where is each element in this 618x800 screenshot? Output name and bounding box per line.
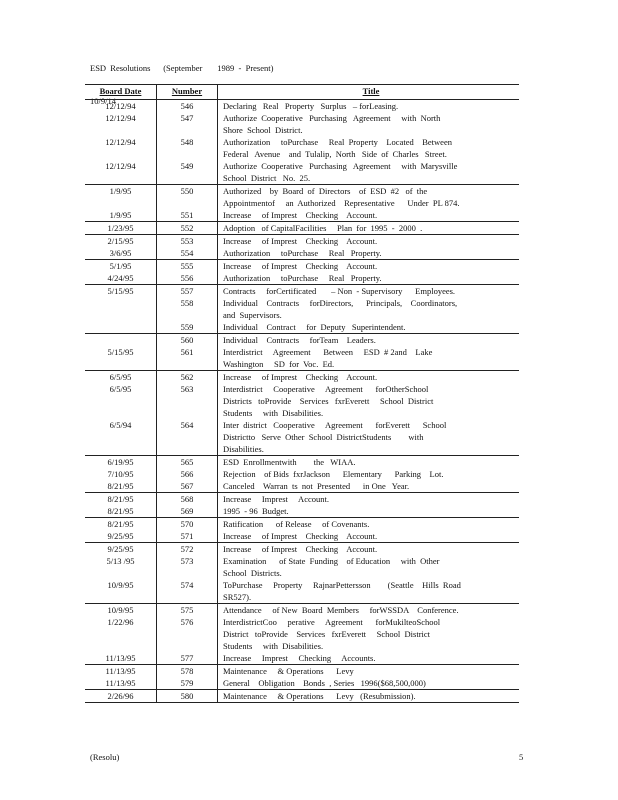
resolution-title-cell: ESD Enrollmentwith the WIAA. — [218, 456, 520, 469]
resolution-number-cell: 568 — [157, 493, 218, 506]
board-date-cell: 6/5/94 — [85, 419, 157, 456]
resolution-number-cell: 566 — [157, 468, 218, 480]
resolution-number-cell: 555 — [157, 260, 218, 273]
table-row — [85, 112, 519, 136]
board-date-cell: 11/13/95 — [85, 652, 157, 665]
table-row — [85, 272, 519, 285]
resolution-number-cell: 572 — [157, 543, 218, 556]
resolution-title-cell: Individual Contracts forTeam Leaders. — [218, 334, 520, 347]
table-body — [85, 100, 519, 703]
table-row — [85, 579, 519, 604]
resolution-title-cell: Inter district Cooperative Agreement forEverett School Districtto Serve Other School DistrictStudents with Disabilities. — [223, 420, 447, 454]
resolution-title-cell: Individual Contract for Deputy Superintendent. — [223, 322, 406, 332]
board-date-cell — [85, 297, 157, 321]
resolution-title-cell: Authorize Cooperative Purchasing Agreement with Marysville School District No. 25. — [223, 161, 458, 183]
footer-label: (Resolu) — [90, 752, 120, 762]
board-date-cell: 11/13/95 — [85, 665, 157, 678]
header-date: 10/9/14 — [90, 96, 116, 106]
board-date-cell — [85, 321, 157, 334]
resolution-title-cell: Individual Contracts forDirectors, Principals, Coordinators, and Supervisors. — [223, 298, 458, 320]
table-row — [85, 334, 519, 347]
resolution-number-cell: 546 — [157, 100, 218, 113]
board-date-cell: 5/1/95 — [85, 260, 157, 273]
table-row — [85, 505, 519, 518]
resolution-title-cell: Attendance of New Board Members forWSSDA Conference. — [218, 604, 520, 617]
resolution-number-cell: 579 — [157, 677, 218, 690]
board-date-cell: 5/15/95 — [85, 285, 157, 298]
resolution-title-cell: Interdistrict Cooperative Agreement forOtherSchool Districts toProvide Services fxrEverett School District Students with Disabilities. — [223, 384, 434, 418]
resolution-number-cell: 556 — [157, 272, 218, 285]
resolution-title-cell: Authorization toPurchase Real Property. — [223, 273, 382, 283]
table-row — [85, 555, 519, 579]
column-header-title: Title — [218, 85, 520, 100]
resolutions-table — [85, 84, 519, 703]
table-row — [85, 677, 519, 690]
column-header-board-date: Board Date — [85, 85, 157, 100]
table-row — [85, 260, 519, 273]
resolution-number-cell: 563 — [157, 383, 218, 419]
resolution-title-cell: Increase of Imprest Checking Account. — [223, 210, 378, 220]
board-date-cell: 9/25/95 — [85, 530, 157, 543]
resolution-number-cell: 571 — [157, 530, 218, 543]
board-date-cell: 11/13/95 — [85, 677, 157, 690]
resolution-title-cell: Canceled Warran ts not Presented in One Year. — [223, 481, 410, 491]
resolution-title-cell: Interdistrict Agreement Between ESD # 2and Lake Washington SD for Voc. Ed. — [223, 347, 433, 369]
resolution-title-cell: 1995 - 96 Budget. — [223, 506, 289, 516]
table-row — [85, 346, 519, 371]
table-row — [85, 285, 519, 298]
resolution-number-cell: 574 — [157, 579, 218, 604]
resolution-title-cell: Rejection of Bids fxrJackson Elementary Parking Lot. — [223, 469, 444, 479]
board-date-cell: 6/19/95 — [85, 456, 157, 469]
table-row — [85, 616, 519, 652]
resolution-number-cell: 560 — [157, 334, 218, 347]
resolution-title-cell: Contracts forCertificated – Non - Supervisory Employees. — [218, 285, 520, 298]
resolution-title-cell: Increase Imprest Account. — [218, 493, 520, 506]
resolution-number-cell: 552 — [157, 222, 218, 235]
resolution-number-cell: 562 — [157, 371, 218, 384]
resolution-title-cell: Increase of Imprest Checking Account. — [218, 235, 520, 248]
resolution-number-cell: 580 — [157, 690, 218, 703]
resolution-title-cell: Authorization toPurchase Real Property Located Between Federal Avenue and Tulalip, North Side of Charles Street. — [223, 137, 452, 159]
table-row — [85, 419, 519, 456]
board-date-cell: 7/10/95 — [85, 468, 157, 480]
resolution-number-cell: 551 — [157, 209, 218, 222]
resolution-number-cell: 575 — [157, 604, 218, 617]
resolution-number-cell: 576 — [157, 616, 218, 652]
resolution-number-cell: 573 — [157, 555, 218, 579]
resolution-number-cell: 557 — [157, 285, 218, 298]
board-date-cell: 1/23/95 — [85, 222, 157, 235]
board-date-cell: 5/13 /95 — [85, 555, 157, 579]
table-row — [85, 543, 519, 556]
resolution-title-cell: InterdistrictCoo perative Agreement forMukilteoSchool District toProvide Services fxrEverett School District Students with Disabilities. — [223, 617, 441, 651]
resolution-title-cell: Maintenance & Operations Levy — [218, 665, 520, 678]
table-row — [85, 100, 519, 113]
resolution-number-cell: 567 — [157, 480, 218, 493]
table-row — [85, 652, 519, 665]
resolution-title-cell: Maintenance & Operations Levy (Resubmission). — [218, 690, 520, 703]
board-date-cell: 9/25/95 — [85, 543, 157, 556]
table-row — [85, 690, 519, 703]
board-date-cell: 8/21/95 — [85, 480, 157, 493]
resolution-number-cell: 570 — [157, 518, 218, 531]
resolution-title-cell: ToPurchase Property RajnarPettersson (Seattle Hills Road SR527). — [223, 580, 461, 602]
resolution-number-cell: 550 — [157, 185, 218, 210]
table-row — [85, 518, 519, 531]
resolution-number-cell: 554 — [157, 247, 218, 260]
board-date-cell: 10/9/95 — [85, 604, 157, 617]
table-row — [85, 468, 519, 480]
resolution-number-cell: 549 — [157, 160, 218, 185]
board-date-cell: 6/5/95 — [85, 383, 157, 419]
table-row — [85, 383, 519, 419]
board-date-cell: 2/15/95 — [85, 235, 157, 248]
board-date-cell: 10/9/95 — [85, 579, 157, 604]
board-date-cell: 12/12/94 — [85, 160, 157, 185]
board-date-cell: 12/12/94 — [85, 136, 157, 160]
board-date-cell: 8/21/95 — [85, 493, 157, 506]
board-date-cell: 5/15/95 — [85, 346, 157, 371]
header-title: ESD Resolutions (September 1989 - Present) — [90, 63, 274, 73]
board-date-cell: 2/26/96 — [85, 690, 157, 703]
board-date-cell: 4/24/95 — [85, 272, 157, 285]
board-date-cell: 12/12/94 — [85, 100, 157, 113]
table-row — [85, 247, 519, 260]
table-row — [85, 297, 519, 321]
table-row — [85, 456, 519, 469]
resolution-number-cell: 558 — [157, 297, 218, 321]
resolution-title-cell: Authorization toPurchase Real Property. — [223, 248, 382, 258]
resolution-title-cell: Increase of Imprest Checking Account. — [218, 371, 520, 384]
resolution-number-cell: 553 — [157, 235, 218, 248]
table-row — [85, 136, 519, 160]
board-date-cell: 6/5/95 — [85, 371, 157, 384]
table-row — [85, 222, 519, 235]
board-date-cell: 8/21/95 — [85, 505, 157, 518]
table-row — [85, 321, 519, 334]
board-date-cell — [85, 334, 157, 347]
table-header-row — [85, 85, 519, 100]
resolution-number-cell: 565 — [157, 456, 218, 469]
resolution-title-cell: Adoption of CapitalFacilities Plan for 1995 - 2000 . — [218, 222, 520, 235]
column-header-number: Number — [157, 85, 218, 100]
resolution-number-cell: 559 — [157, 321, 218, 334]
resolution-number-cell: 564 — [157, 419, 218, 456]
resolution-title-cell: Increase of Imprest Checking Account. — [218, 543, 520, 556]
table-row — [85, 604, 519, 617]
resolution-title-cell: Increase of Imprest Checking Account. — [223, 531, 378, 541]
resolution-title-cell: Increase of Imprest Checking Account. — [218, 260, 520, 273]
resolution-title-cell: Increase Imprest Checking Accounts. — [223, 653, 376, 663]
table-row — [85, 185, 519, 210]
board-date-cell: 8/21/95 — [85, 518, 157, 531]
resolution-number-cell: 577 — [157, 652, 218, 665]
board-date-cell: 3/6/95 — [85, 247, 157, 260]
resolution-title-cell: Declaring Real Property Surplus – forLeasing. — [223, 101, 399, 111]
resolution-title-cell: Ratification of Release of Covenants. — [218, 518, 520, 531]
table-row — [85, 665, 519, 678]
resolution-title-cell: Examination of State Funding of Education with Other School Districts. — [223, 556, 440, 578]
board-date-cell: 12/12/94 — [85, 112, 157, 136]
table-row — [85, 235, 519, 248]
table-row — [85, 493, 519, 506]
table-row — [85, 209, 519, 222]
resolution-title-cell: Authorized by Board of Directors of ESD #2 of the Appointmentof an Authorized Representative Under PL 874. — [218, 185, 520, 210]
resolution-title-cell: Authorize Cooperative Purchasing Agreement with North Shore School District. — [223, 113, 441, 135]
board-date-cell: 1/9/95 — [85, 209, 157, 222]
board-date-cell: 1/22/96 — [85, 616, 157, 652]
page-number: 5 — [519, 752, 524, 762]
table-row — [85, 371, 519, 384]
table-row — [85, 160, 519, 185]
resolution-number-cell: 578 — [157, 665, 218, 678]
resolution-number-cell: 547 — [157, 112, 218, 136]
board-date-cell: 1/9/95 — [85, 185, 157, 210]
table-row — [85, 530, 519, 543]
resolution-number-cell: 548 — [157, 136, 218, 160]
resolution-number-cell: 569 — [157, 505, 218, 518]
resolution-number-cell: 561 — [157, 346, 218, 371]
resolution-title-cell: General Obligation Bonds , Series 1996($68,500,000) — [223, 678, 426, 688]
table-row — [85, 480, 519, 493]
